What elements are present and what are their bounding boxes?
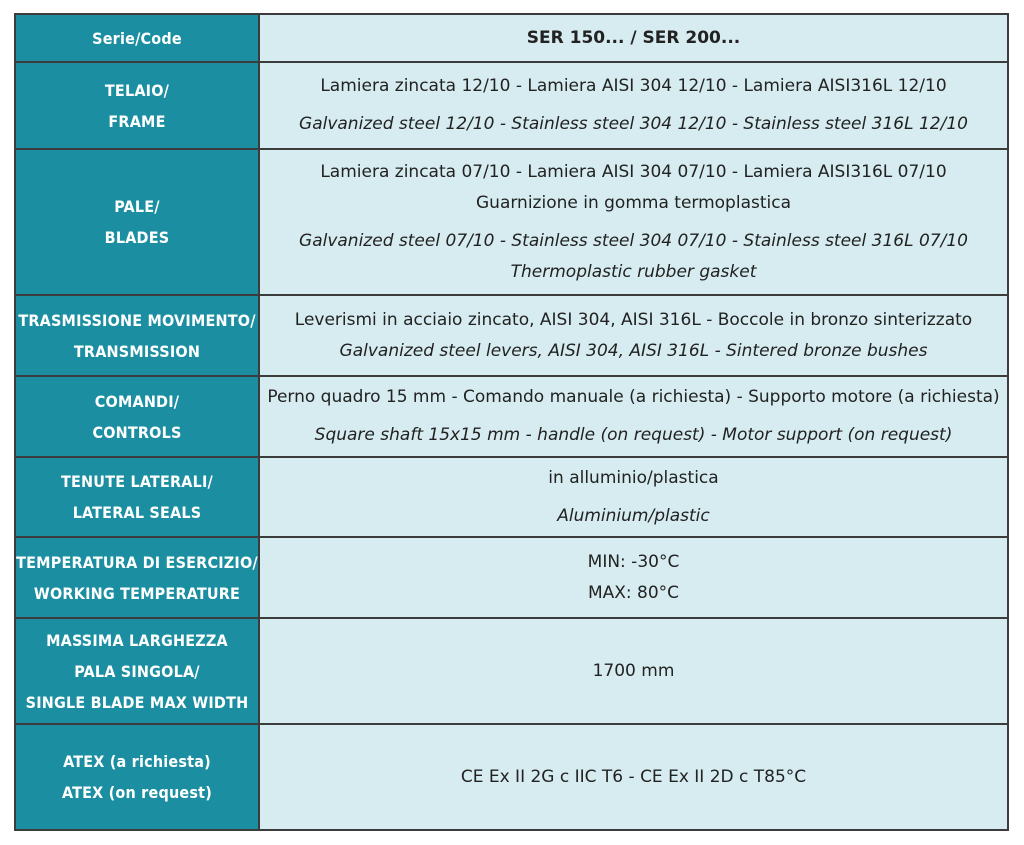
italian-text: in alluminio/plastica xyxy=(548,467,719,488)
label-line: WORKING TEMPERATURE xyxy=(33,583,241,603)
row-value xyxy=(259,618,1008,724)
row-atex xyxy=(15,724,1008,830)
row-working-temperature xyxy=(15,537,1008,618)
english-text: Thermoplastic rubber gasket xyxy=(510,261,757,282)
label-line: COMANDI/ xyxy=(94,391,180,411)
english-text: Square shaft 15x15 mm - handle (on request) - Motor support (on request) xyxy=(314,425,953,445)
label-line: TENUTE LATERALI/ xyxy=(61,472,213,491)
spec-table xyxy=(14,13,1009,831)
row-value xyxy=(259,376,1008,457)
header-row xyxy=(15,14,1008,62)
min-temperature: MIN: -30°C xyxy=(587,551,680,572)
label-line: CONTROLS xyxy=(92,422,182,442)
row-frame xyxy=(15,62,1008,149)
english-text: Galvanized steel levers, AISI 304, AISI 316L - Sintered bronze bushes xyxy=(339,340,928,361)
header-label: Serie/Code xyxy=(15,14,259,62)
label-line: TRASMISSIONE MOVIMENTO/ xyxy=(18,310,256,330)
label-line: TEMPERATURA DI ESERCIZIO/ xyxy=(16,552,258,572)
row-transmission xyxy=(15,295,1008,376)
label-line: LATERAL SEALS xyxy=(72,503,202,522)
row-value xyxy=(259,62,1008,149)
label-line: SINGLE BLADE MAX WIDTH xyxy=(25,692,249,712)
row-value xyxy=(259,724,1008,830)
row-label xyxy=(15,618,259,724)
italian-text: Lamiera zincata 12/10 - Lamiera AISI 304 12/10 - Lamiera AISI316L 12/10 xyxy=(320,76,947,96)
row-label xyxy=(15,724,259,830)
italian-text: Guarnizione in gomma termoplastica xyxy=(476,192,791,213)
row-label xyxy=(15,62,259,149)
italian-text: Lamiera zincata 07/10 - Lamiera AISI 304 07/10 - Lamiera AISI316L 07/10 xyxy=(320,161,947,182)
label-line: MASSIMA LARGHEZZA xyxy=(46,630,228,650)
row-blades xyxy=(15,149,1008,295)
label-line: PALE/ xyxy=(114,197,160,216)
english-text: Galvanized steel 12/10 - Stainless steel 304 12/10 - Stainless steel 316L 12/10 xyxy=(299,114,968,134)
row-value xyxy=(259,149,1008,295)
row-value xyxy=(259,537,1008,618)
english-text: Aluminium/plastic xyxy=(557,505,710,526)
label-line: ATEX (a richiesta) xyxy=(63,752,211,771)
italian-text: Perno quadro 15 mm - Comando manuale (a richiesta) - Supporto motore (a richiesta) xyxy=(267,387,1000,407)
atex-value: CE Ex II 2G c IIC T6 - CE Ex II 2D c T85°C xyxy=(460,766,807,787)
label-line: PALA SINGOLA/ xyxy=(74,661,200,681)
row-label xyxy=(15,537,259,618)
italian-text: Leverismi in acciaio zincato, AISI 304, AISI 316L - Boccole in bronzo sinterizzato xyxy=(294,309,973,330)
english-text: Galvanized steel 07/10 - Stainless steel 304 07/10 - Stainless steel 316L 07/10 xyxy=(299,230,968,251)
row-value xyxy=(259,295,1008,376)
row-label xyxy=(15,457,259,537)
label-line: TELAIO/ xyxy=(104,80,170,100)
row-lateral-seals xyxy=(15,457,1008,537)
row-value xyxy=(259,457,1008,537)
row-label xyxy=(15,149,259,295)
label-line: TRANSMISSION xyxy=(73,341,201,361)
label-line: BLADES xyxy=(104,228,170,247)
header-value: SER 150... / SER 200... xyxy=(259,14,1008,62)
max-width-value: 1700 mm xyxy=(592,660,675,681)
row-max-width xyxy=(15,618,1008,724)
max-temperature: MAX: 80°C xyxy=(587,582,680,603)
row-label xyxy=(15,376,259,457)
row-label xyxy=(15,295,259,376)
label-line: FRAME xyxy=(108,111,166,131)
row-controls xyxy=(15,376,1008,457)
label-line: ATEX (on request) xyxy=(61,783,212,802)
